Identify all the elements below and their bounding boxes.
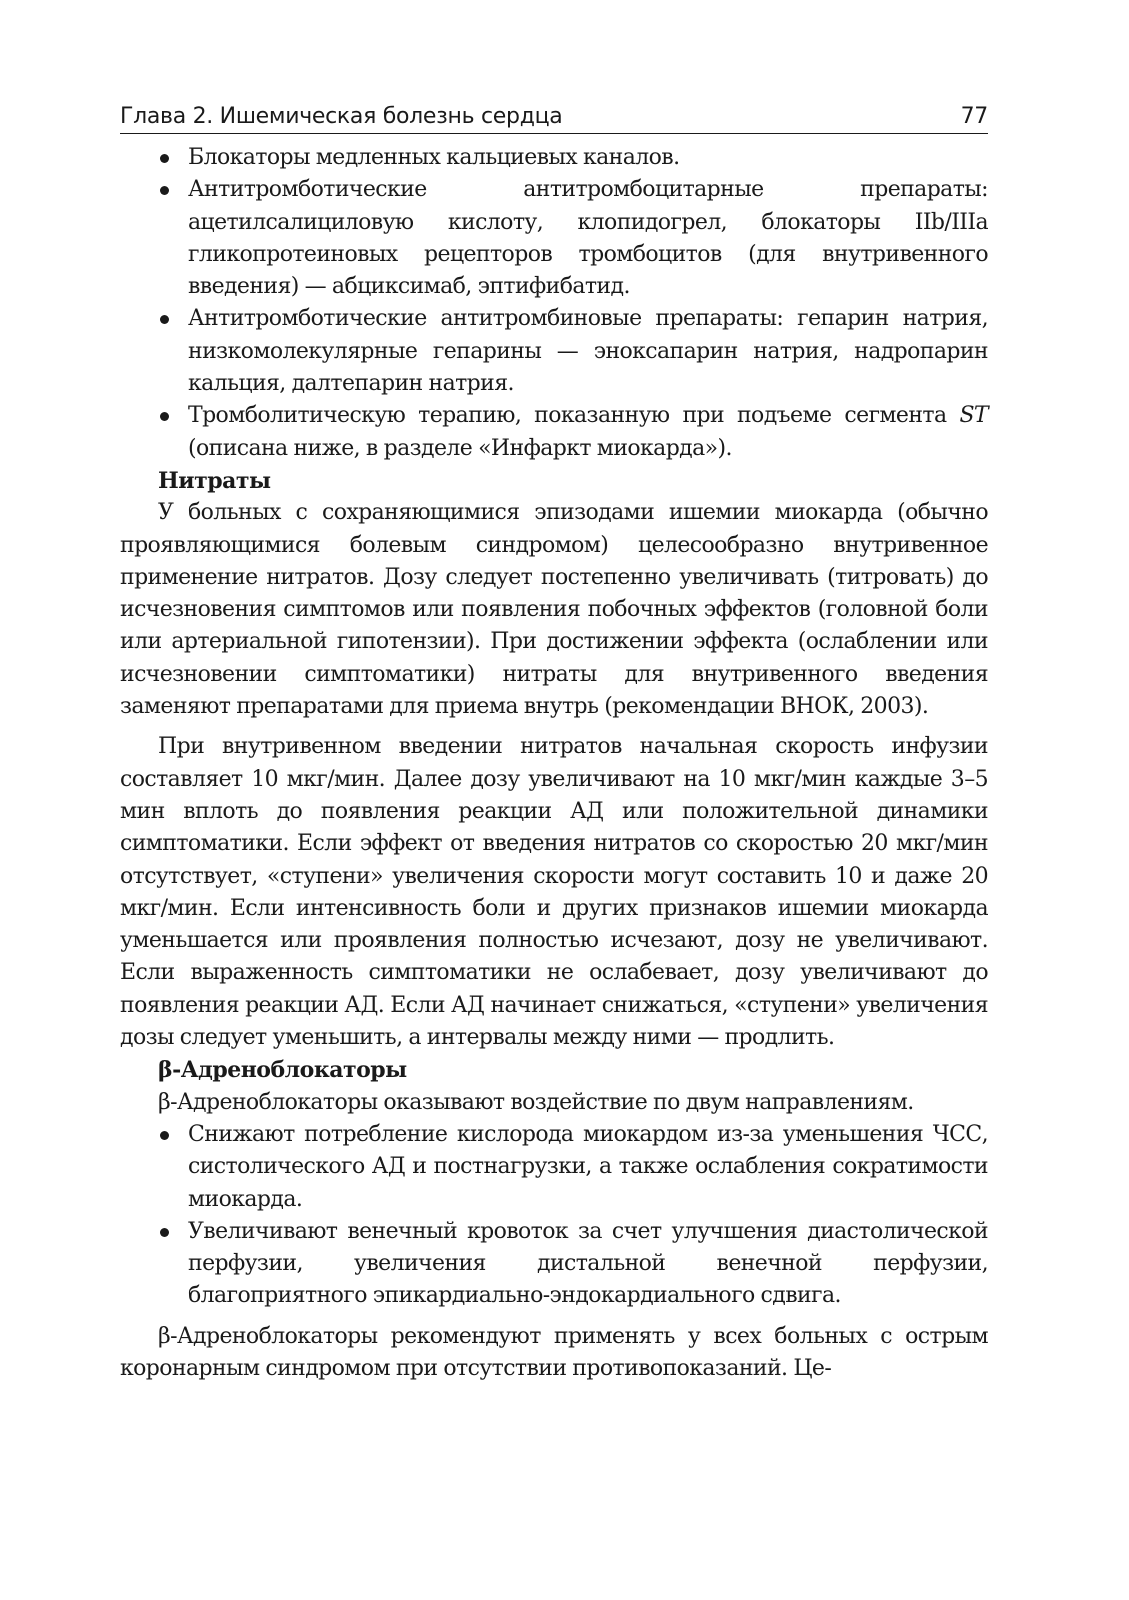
nitrates-paragraph-1: У больных с сохраняющимися эпизодами ишемии миокарда (обычно проявляющимися болевым синдромом) целесообразно внутривенное применение нитратов. Дозу следует постепенно увеличивать (титровать) до исчезновения симптомов или появления побочных эффектов (головной боли или артериальной гипотензии). При достижении эффекта (ослаблении или исчезновении симптоматики) нитраты для внутривенного введения заменяют препаратами для приема внутрь (рекомендации ВНОК, 2003).: [120, 500, 988, 720]
segment-st-term: ST: [959, 403, 988, 429]
body-text: [120, 142, 988, 1385]
list-item: [120, 303, 988, 400]
bullet-icon: [160, 412, 169, 421]
page: [120, 104, 988, 1385]
list-item: [120, 1119, 988, 1216]
bullet-icon: [160, 186, 169, 195]
list-item-text: Тромболитическую терапию, показанную при подъеме сегмента: [188, 403, 960, 429]
list-item: [120, 142, 988, 174]
list-item-text: Увеличивают венечный кровоток за счет улучшения диастолической перфузии, увеличения дистальной венечной перфузии, благоприятного эпикардиально-эндокардиального сдвига.: [188, 1218, 988, 1309]
beta-effects-list: [120, 1119, 988, 1313]
list-item: [120, 400, 988, 465]
chapter-title: Глава 2. Ишемическая болезнь сердца: [120, 104, 563, 129]
beta-blockers-closing: β-Адреноблокаторы рекомендуют применять у всех больных с острым коронарным синдромом при отсутствии противопоказаний. Це-: [120, 1323, 988, 1381]
list-item-text: Антитромботические антитромбоцитарные препараты: ацетилсалициловую кислоту, клопидогрел, блокаторы IIb/IIIa гликопротеиновых рецепторов тромбоцитов (для внутривенного введения) — абциксимаб, эптифибатид.: [188, 177, 988, 300]
nitrates-heading: Нитраты: [158, 467, 271, 494]
list-item: [120, 174, 988, 303]
treatment-list: [120, 142, 988, 465]
list-item-text: Снижают потребление кислорода миокардом из-за уменьшения ЧСС, систолического АД и постнагрузки, а также ослабления сократимости миокарда.: [188, 1121, 988, 1212]
bullet-icon: [160, 154, 169, 163]
list-item: [120, 1216, 988, 1313]
list-item-text: Блокаторы медленных кальциевых каналов.: [188, 145, 680, 170]
bullet-icon: [160, 1228, 169, 1237]
page-number: 77: [960, 104, 988, 129]
running-header: [120, 104, 988, 134]
list-item-text: (описана ниже, в разделе «Инфаркт миокарда»).: [188, 435, 732, 461]
list-item-text: Антитромботические антитромбиновые препараты: гепарин натрия, низкомолекулярные гепарины — эноксапарин натрия, надропарин кальция, далтепарин натрия.: [188, 306, 988, 397]
beta-blockers-heading: β-Адреноблокаторы: [158, 1057, 407, 1084]
bullet-icon: [160, 1131, 169, 1140]
nitrates-paragraph-2: При внутривенном введении нитратов начальная скорость инфузии составляет 10 мкг/мин. Далее дозу увеличивают на 10 мкг/мин каждые 3–5 мин вплоть до появления реакции АД или положительной динамики симптоматики. Если эффект от введения нитратов со скоростью 20 мкг/мин отсутствует, «ступени» увеличения скорости могут составить 10 и даже 20 мкг/мин. Если интенсивность боли и других признаков ишемии миокарда уменьшается или проявления полностью исчезают, дозу не увеличивают. Если выраженность симптоматики не ослабевает, дозу увеличивают до появления реакции АД. Если АД начинает снижаться, «ступени» увеличения дозы следует уменьшить, а интервалы между ними — продлить.: [120, 734, 988, 1051]
bullet-icon: [160, 315, 169, 324]
beta-blockers-intro: β-Адреноблокаторы оказывают воздействие по двум направлениям.: [158, 1089, 914, 1115]
